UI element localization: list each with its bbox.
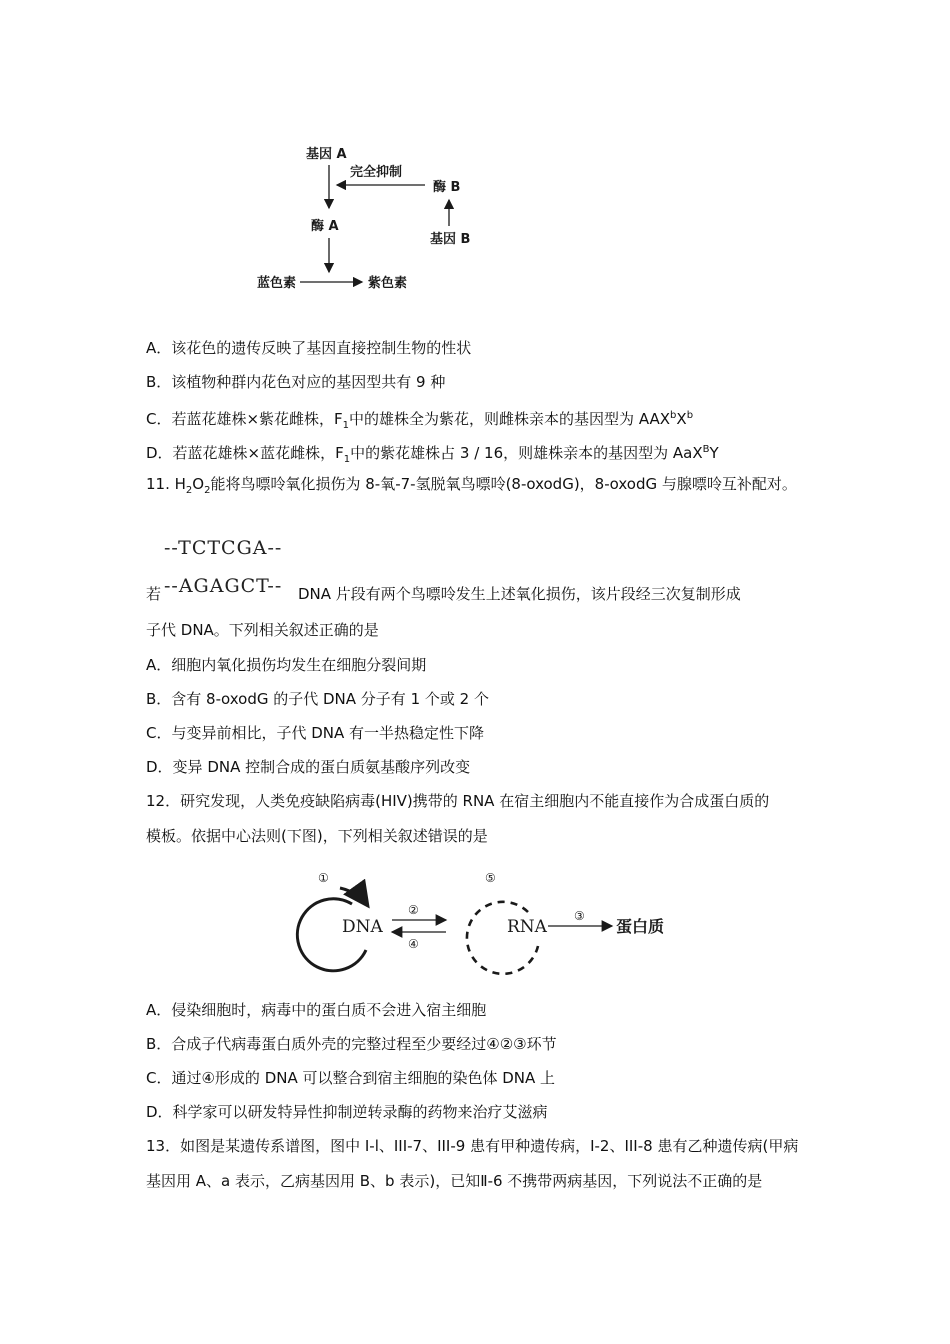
q10-option-d: D．若蓝花雄株×蓝花雌株，$F_1$中的紫花雄株占 3 / 16，则雄株亲本的基因型为 AaX$^B$Y xyxy=(146,444,719,465)
rna-replication-arc xyxy=(467,902,538,974)
q11-stem-3: 子代 DNA。下列相关叙述正确的是 xyxy=(146,621,379,639)
label-4: ④ xyxy=(408,937,419,951)
q12-stem-2: 模板。依据中心法则(下图)，下列相关叙述错误的是 xyxy=(146,827,488,845)
q12-option-d: D．科学家可以研发特异性抑制逆转录酶的药物来治疗艾滋病 xyxy=(146,1103,548,1121)
central-dogma-diagram xyxy=(280,862,680,992)
q11-stem-2: DNA 片段有两个鸟嘌呤发生上述氧化损伤，该片段经三次复制形成 xyxy=(298,585,741,603)
purple-pigment-label: 紫色素 xyxy=(368,276,408,291)
q11-option-a: A．细胞内氧化损伤均发生在细胞分裂间期 xyxy=(146,656,427,674)
q12-option-c: C．通过④形成的 DNA 可以整合到宿主细胞的染色体 DNA 上 xyxy=(146,1069,556,1087)
gene-a-label: 基因 A xyxy=(306,147,347,162)
blue-pigment-label: 蓝色素 xyxy=(257,276,297,291)
q12-option-a: A．侵染细胞时，病毒中的蛋白质不会进入宿主细胞 xyxy=(146,1001,487,1019)
label-2: ② xyxy=(408,903,419,917)
dna-label: DNA xyxy=(342,917,383,937)
q13-stem-1: 13．如图是某遗传系谱图，图中 I-l、III-7、III-9 患有甲种遗传病，I-2、III-8 患有乙种遗传病(甲病 xyxy=(146,1137,799,1155)
enzyme-b-label: 酶 B xyxy=(433,180,461,195)
q11-option-c: C．与变异前相比，子代 DNA 有一半热稳定性下降 xyxy=(146,724,485,742)
gene-b-label: 基因 B xyxy=(430,232,471,247)
replication-arrow xyxy=(340,888,368,906)
label-5: ⑤ xyxy=(485,871,496,885)
q10-option-a: A．该花色的遗传反映了基因直接控制生物的性状 xyxy=(146,339,472,357)
protein-label: 蛋白质 xyxy=(616,917,665,936)
inhibit-label: 完全抑制 xyxy=(350,165,403,180)
dna-sequence-top: --TCTCGA-- xyxy=(164,537,283,559)
q10-option-b: B．该植物种群内花色对应的基因型共有 9 种 xyxy=(146,373,446,391)
enzyme-a-label: 酶 A xyxy=(311,219,339,234)
label-3: ③ xyxy=(574,909,585,923)
q10-option-c: C．若蓝花雄株×紫花雌株，$F_1$中的雄株全为紫花，则雌株亲本的基因型为 $AAX^bX^b$ xyxy=(146,410,694,431)
label-1: ① xyxy=(318,871,329,885)
q11-stem: 11. $H_2O_2$能将鸟嘌呤氧化损伤为 8-氧-7-氢脱氧鸟嘌呤(8-oxodG)，8-oxodG 与腺嘌呤互补配对。 xyxy=(146,475,797,496)
q11-option-b: B．含有 8-oxodG 的子代 DNA 分子有 1 个或 2 个 xyxy=(146,690,489,708)
q13-stem-2: 基因用 A、a 表示，乙病基因用 B、b 表示)，已知Ⅱ-6 不携带两病基因，下列说法不正确的是 xyxy=(146,1172,763,1190)
q11-ruo: 若 xyxy=(146,585,162,603)
q12-stem-1: 12．研究发现，人类免疫缺陷病毒(HIV)携带的 RNA 在宿主细胞内不能直接作为合成蛋白质的 xyxy=(146,792,770,810)
dna-sequence-bottom: --AGAGCT-- xyxy=(164,575,283,597)
q11-option-d: D．变异 DNA 控制合成的蛋白质氨基酸序列改变 xyxy=(146,758,471,776)
pigment-pathway-diagram xyxy=(240,140,500,300)
q12-option-b: B．合成子代病毒蛋白质外壳的完整过程至少要经过④②③环节 xyxy=(146,1035,557,1053)
rna-label: RNA xyxy=(507,917,547,937)
